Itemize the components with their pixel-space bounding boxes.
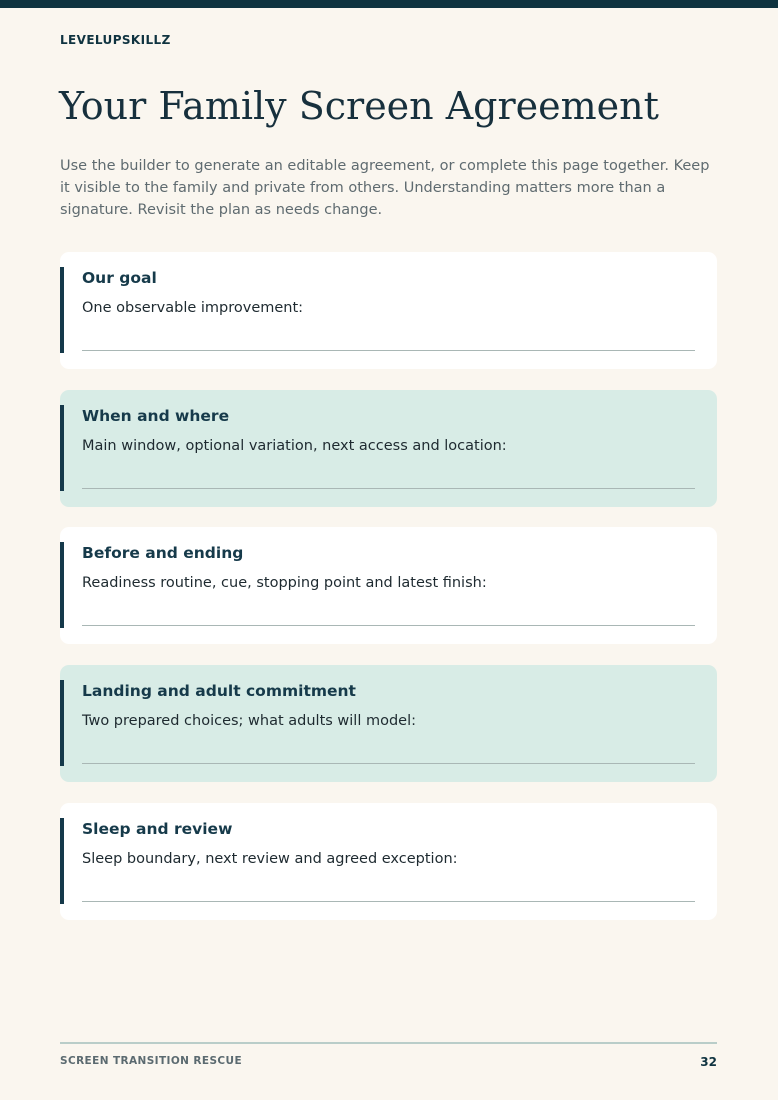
brand-name: LEVELUPSKILLZ	[60, 33, 171, 47]
section-heading: Landing and adult commitment	[82, 682, 356, 700]
section-prompt: One observable improvement:	[82, 300, 304, 316]
card-accent-bar	[60, 542, 64, 628]
card-accent-bar	[60, 680, 64, 766]
page-title: Your Family Screen Agreement	[59, 84, 659, 128]
section-prompt: Sleep boundary, next review and agreed exception:	[82, 851, 458, 867]
section-prompt: Readiness routine, cue, stopping point and latest finish:	[82, 575, 487, 591]
footer-divider	[60, 1042, 717, 1044]
write-in-line[interactable]	[82, 763, 695, 764]
page-number: 32	[700, 1055, 717, 1069]
section-card-when-where	[60, 390, 717, 507]
section-prompt: Two prepared choices; what adults will model:	[82, 713, 417, 729]
section-prompt: Main window, optional variation, next access and location:	[82, 438, 507, 454]
card-accent-bar	[60, 405, 64, 491]
section-heading: Before and ending	[82, 544, 244, 562]
intro-paragraph: Use the builder to generate an editable agreement, or complete this page together. Keep it visible to the family and private from others. Understanding matters more than a signature. Revisit the plan as needs change.	[60, 158, 710, 218]
card-accent-bar	[60, 267, 64, 353]
section-card-goal	[60, 252, 717, 369]
section-card-sleep-review	[60, 803, 717, 920]
section-heading: Our goal	[82, 269, 157, 287]
write-in-line[interactable]	[82, 350, 695, 351]
write-in-line[interactable]	[82, 901, 695, 902]
section-card-before-ending	[60, 527, 717, 644]
section-card-landing-commitment	[60, 665, 717, 782]
card-accent-bar	[60, 818, 64, 904]
write-in-line[interactable]	[82, 625, 695, 626]
footer-title: SCREEN TRANSITION RESCUE	[60, 1055, 243, 1067]
section-heading: Sleep and review	[82, 820, 233, 838]
section-heading: When and where	[82, 407, 230, 425]
top-accent-bar	[0, 0, 778, 8]
write-in-line[interactable]	[82, 488, 695, 489]
